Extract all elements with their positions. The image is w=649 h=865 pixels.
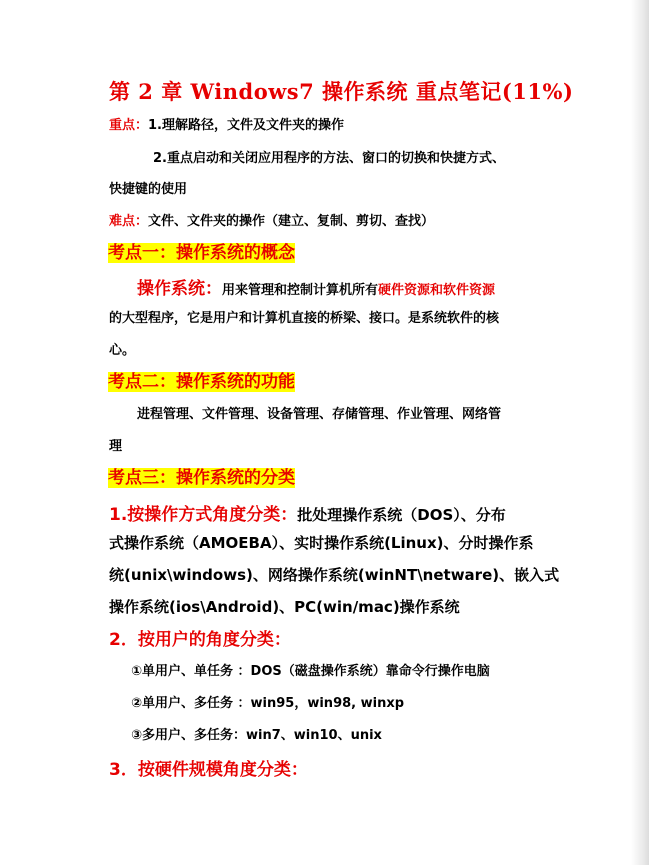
key-point-2-line2: 快捷键的使用 — [109, 182, 188, 197]
section1-heading: 考点一：操作系统的概念 — [108, 243, 295, 263]
difficult-points-label: 难点： — [109, 214, 149, 229]
classify-by-method-line4: 操作系统(ios\Android)、PC(win/mac)操作系统 — [109, 598, 460, 616]
difficult-points-text: 文件、文件夹的操作（建立、复制、剪切、查找） — [148, 214, 435, 229]
classify-by-method-line3: 统(unix\windows)、网络操作系统(winNT\netware)、嵌入式 — [109, 566, 560, 584]
section2-line2: 理 — [109, 439, 123, 454]
classify-by-method-line1: 1.按操作方式角度分类：批处理操作系统（DOS）、分布 — [109, 505, 506, 525]
section1-line3: 心。 — [109, 343, 136, 358]
hardware-software-resources: 硬件资源和软件资源 — [378, 283, 496, 298]
section2-heading: 考点二：操作系统的功能 — [108, 372, 295, 392]
key-points-line — [109, 114, 344, 133]
page-edge-shadow — [631, 0, 649, 865]
section1-line1: 操作系统：用来管理和控制计算机所有硬件资源和软件资源 — [137, 279, 496, 299]
section3-heading: 考点三：操作系统的分类 — [108, 468, 295, 488]
os-term: 操作系统： — [137, 279, 222, 299]
user-item: ③多用户、多任务：win7、win10、unix — [131, 728, 382, 743]
key-point-1: 1.理解路径，文件及文件夹的操作 — [148, 118, 344, 133]
user-item: ②单用户、多任务 ：win95，win98, winxp — [131, 696, 405, 711]
classify-by-method-label: 1.按操作方式角度分类： — [109, 505, 298, 525]
user-item: ①单用户、单任务 ：DOS（磁盘操作系统）靠命令行操作电脑 — [131, 664, 490, 679]
section1-line2: 的大型程序，它是用户和计算机直接的桥梁、接口。是系统软件的核 — [109, 311, 500, 326]
classify-by-hardware-label: 3．按硬件规模角度分类： — [109, 760, 308, 780]
section2-line1: 进程管理、文件管理、设备管理、存储管理、作业管理、网络管 — [137, 407, 502, 422]
classify-by-user-label: 2．按用户的角度分类： — [109, 630, 291, 650]
key-point-2-line1: 2.重点启动和关闭应用程序的方法、窗口的切换和快捷方式、 — [153, 151, 505, 166]
page-title: 第 2 章 Windows7 操作系统 重点笔记(11%) — [109, 79, 574, 104]
difficult-points-line — [109, 210, 434, 229]
key-points-label: 重点： — [109, 118, 149, 133]
classify-by-method-line2: 式操作系统（AMOEBA）、实时操作系统(Linux)、分时操作系 — [109, 534, 534, 552]
